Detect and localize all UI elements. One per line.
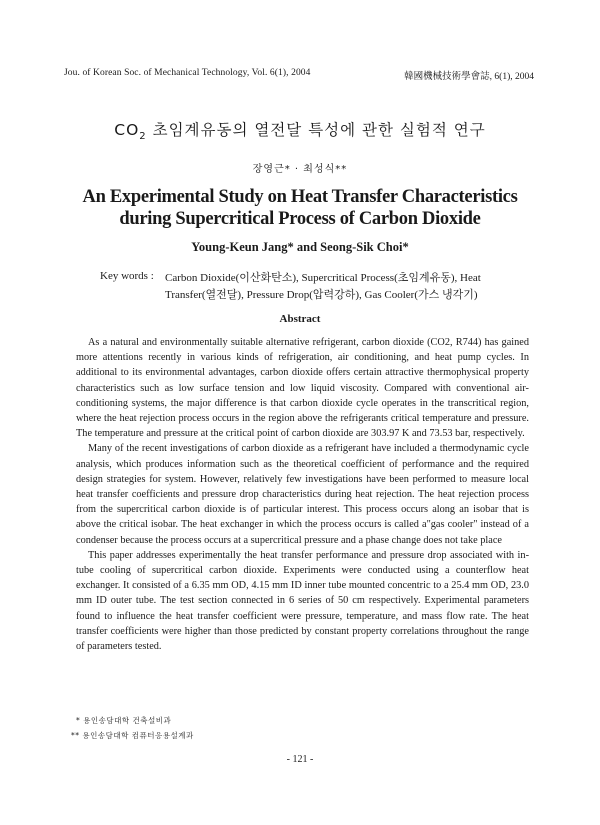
abstract-paragraph: As a natural and environmentally suitable alternative refrigerant, carbon dioxide (CO2, R744) has gained more attentions recently in various kinds of refrigeration, air conditioning, and heat pump cycles. In additional to its environmental advantages, carbon dioxide offers certain attractive thermophysical property characteristics such as low surface tension and low liquid viscosity. Compared with conventional air-conditioning systems, the major difference is that carbon dioxide cycle operates in the transcritical region, where the heat rejection process occurs in the region above the refrigerants critical temperature and pressure. The temperature and pressure at the critical point of carbon dioxide are 303.97 K and 73.53 bar, respectively.	[76, 337, 529, 440]
abstract-body	[76, 335, 529, 654]
running-header-right: 韓國機械技術學會誌, 6(1), 2004	[404, 72, 534, 82]
abstract-paragraph: This paper addresses experimentally the heat transfer performance and pressure drop associated with in-tube cooling of supercritical carbon dioxide. Experiments were conducted using a counterflow heat exchanger. It consisted of a 6.35 mm OD, 4.15 mm ID inner tube mounted concentric to a 25.4 mm OD, 23.0 mm ID outer tube. The test section connected in 6 series of 50 cm respectively. Experimental parameters found to influence the heat transfer coefficient were pressure, temperature, and mass flow rate. The heat transfer coefficients were higher than those predicted by constant property correlations throughout the range of parameters tested.	[76, 549, 529, 653]
english-authors: Young-Keun Jang* and Seong-Sik Choi*	[191, 240, 409, 254]
english-title	[0, 186, 600, 230]
english-title-line2: during Supercritical Process of Carbon Dioxide	[119, 209, 481, 229]
english-title-line1: An Experimental Study on Heat Transfer Characteristics	[82, 187, 518, 207]
keywords-label: Key words :	[100, 270, 154, 282]
footnote: * 용인송담대학 건축설비과	[76, 716, 172, 725]
korean-authors: 장영근* · 최성식**	[252, 164, 348, 175]
running-header-left: Jou. of Korean Soc. of Mechanical Technology, Vol. 6(1), 2004	[64, 68, 311, 78]
page-number: - 121 -	[286, 754, 314, 765]
footnote: ** 용인송담대학 컴퓨터응용설계과	[71, 731, 194, 740]
korean-title-subscript: 2	[139, 131, 147, 143]
korean-title-prefix: CO	[114, 121, 140, 139]
abstract-paragraph: Many of the recent investigations of carbon dioxide as a refrigerant have included a thermodynamic cycle analysis, which produces information such as the theoretical coefficient of performance and the required design strategies for system. However, relatively few investigations have been performed to measure local heat transfer coefficients and pressure drop characteristics during heat rejection. The heat rejection process from the supercritical carbon dioxide is of particular interest. This process occurs along an isobar that is above the critical isobar. The heat exchanger in which the process occurs is called a"gas cooler" instead of a condenser because the process occurs at a supercritical pressure and a phase change does not take place	[76, 443, 529, 546]
korean-title-rest: 초임계유동의 열전달 특성에 관한 실험적 연구	[146, 121, 486, 139]
korean-title	[0, 118, 600, 142]
abstract-heading: Abstract	[279, 313, 321, 325]
keywords-text: Carbon Dioxide(이산화탄소), Supercritical Process(초임계유동), Heat Transfer(열전달), Pressure Drop(압력강하), Gas Cooler(가스 냉각기)	[165, 272, 481, 301]
